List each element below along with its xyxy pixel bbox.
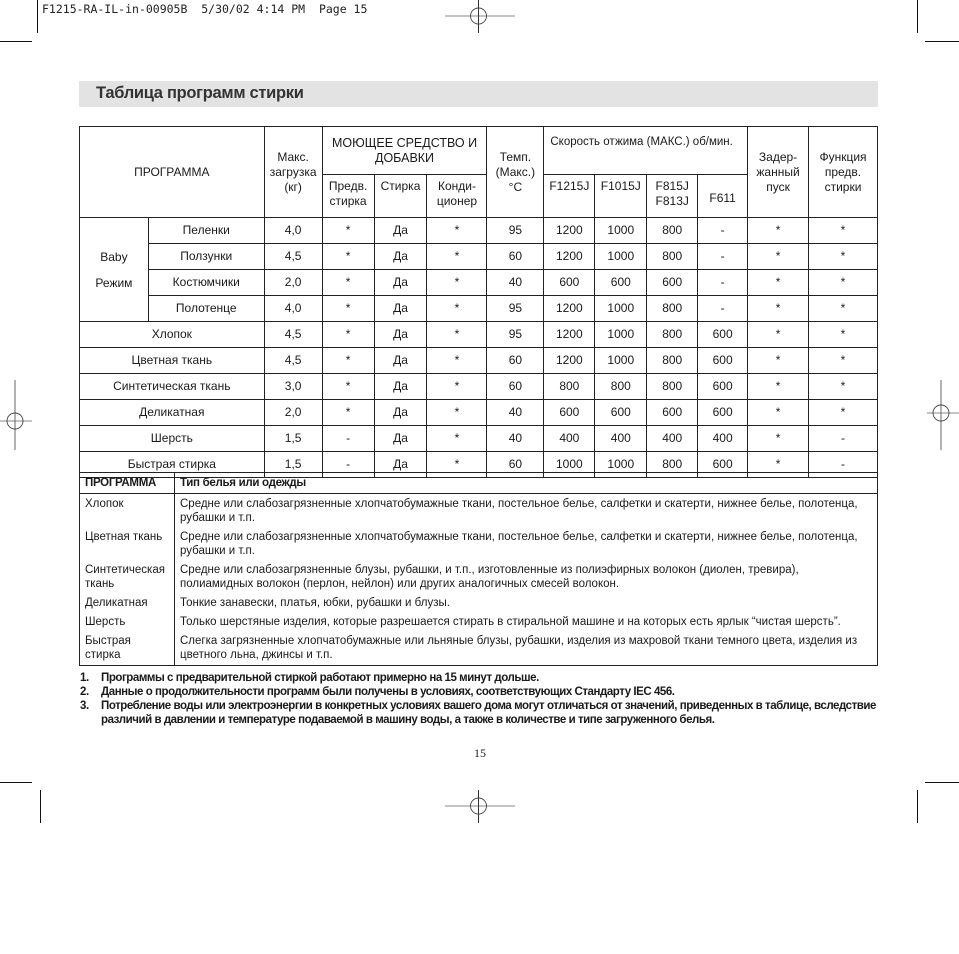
- header-conditioner: [427, 175, 487, 218]
- cell-prewash: -: [322, 452, 374, 478]
- cell-f1015j: 600: [595, 270, 647, 296]
- footnote: [80, 671, 880, 685]
- cell-f611: 600: [698, 374, 748, 400]
- baby-group-line1: Baby: [100, 249, 128, 264]
- cell-wash: Да: [374, 348, 427, 374]
- cell-prefunc: *: [809, 218, 878, 244]
- cell-prewash: *: [322, 374, 374, 400]
- cell-f1215j: 600: [544, 270, 595, 296]
- cell-cond: *: [427, 244, 487, 270]
- description-header-type: Тип белья или одежды: [175, 473, 878, 494]
- cell-f1015j: 1000: [595, 452, 647, 478]
- cell-cond: *: [427, 374, 487, 400]
- cell-prefunc: *: [809, 244, 878, 270]
- cell-f1015j: 1000: [595, 348, 647, 374]
- header-f611: F611: [698, 175, 748, 218]
- footnote-text: Данные о продолжительности программ были получены в условиях, соответствующих Стандарту IEC 456.: [101, 686, 675, 698]
- cell-f1215j: 1200: [544, 348, 595, 374]
- cell-f1015j: 600: [595, 400, 647, 426]
- header-wash: Стирка: [374, 175, 427, 218]
- program-table: [79, 126, 878, 478]
- description-program: Синтетическая ткань: [80, 560, 175, 593]
- header-max-load-text: Макс. загрузка (кг): [269, 149, 317, 194]
- header-prewash-function-text: Функция предв. стирки: [819, 149, 867, 194]
- footnote-text: Потребление воды или электроэнергии в конкретных условиях вашего дома могут отличаться от значений, приведенных в таблице, вследствие различий в давлении и температуре подаваемой в машину воды, а также в количестве и типе загруженного белья.: [101, 700, 876, 726]
- description-table: [79, 472, 878, 666]
- crop-mark-tr-h: [925, 41, 959, 42]
- registration-mark-left: [0, 380, 34, 450]
- cell-cond: *: [427, 348, 487, 374]
- cell-f1015j: 1000: [595, 244, 647, 270]
- cell-prewash: *: [322, 270, 374, 296]
- baby-group-label: [80, 218, 149, 322]
- crop-mark-tr-v: [917, 0, 918, 33]
- cell-delay: *: [748, 296, 809, 322]
- description-row: [80, 631, 878, 666]
- cell-wash: Да: [374, 374, 427, 400]
- footnote-number: 1.: [80, 672, 89, 684]
- cell-load: 4,5: [264, 322, 322, 348]
- cell-name: Шерсть: [80, 426, 265, 452]
- cell-wash: Да: [374, 244, 427, 270]
- cell-name: Хлопок: [80, 322, 265, 348]
- cell-f611: 600: [698, 400, 748, 426]
- table-row: [80, 374, 878, 400]
- cell-cond: *: [427, 218, 487, 244]
- header-spin-text: Скорость отжима (МАКС.) об/мин.: [550, 136, 733, 148]
- cell-load: 4,0: [264, 296, 322, 322]
- cell-wash: Да: [374, 452, 427, 478]
- crop-mark-br-v: [917, 790, 918, 823]
- section-title-bar: [79, 81, 878, 107]
- cell-f815j: 800: [647, 296, 698, 322]
- header-delayed-start: [748, 127, 809, 218]
- cell-f1215j: 1200: [544, 296, 595, 322]
- cell-f815j: 800: [647, 244, 698, 270]
- cell-load: 4,5: [264, 244, 322, 270]
- cell-load: 1,5: [264, 426, 322, 452]
- header-temp-text: Темп. (Макс.) °С: [495, 149, 536, 194]
- header-f1015j: F1015J: [595, 175, 647, 218]
- cell-delay: *: [748, 244, 809, 270]
- cell-name: Пеленки: [148, 218, 264, 244]
- footnote-number: 3.: [80, 700, 89, 712]
- cell-f1215j: 800: [544, 374, 595, 400]
- description-header-program: ПРОГРАММА: [80, 473, 175, 494]
- description-type: Средне или слабозагрязненные блузы, рубашки, и т.п., изготовленные из полиэфирных волокон (диолен, тревира), полиамидных волокон (перлон, нейлон) или других аналогичных смесей волокон.: [180, 564, 799, 590]
- cell-f611: 600: [698, 348, 748, 374]
- header-delayed-start-text: Задер-жанный пуск: [756, 149, 800, 194]
- cell-f1015j: 400: [595, 426, 647, 452]
- cell-f611: -: [698, 296, 748, 322]
- cell-f1215j: 1200: [544, 322, 595, 348]
- registration-mark-top: [445, 0, 515, 34]
- description-program: Цветная ткань: [80, 527, 175, 560]
- cell-f1015j: 1000: [595, 322, 647, 348]
- page-number: 15: [474, 746, 486, 760]
- description-header-row: [80, 473, 878, 494]
- footnote-text: Программы с предварительной стиркой работают примерно на 15 минут дольше.: [101, 672, 539, 684]
- description-row: [80, 612, 878, 631]
- cell-prefunc: -: [809, 426, 878, 452]
- cell-prewash: *: [322, 400, 374, 426]
- cell-wash: Да: [374, 218, 427, 244]
- cell-f1015j: 1000: [595, 296, 647, 322]
- header-max-load: [264, 127, 322, 218]
- header-prewash-function: [809, 127, 878, 218]
- cell-wash: Да: [374, 400, 427, 426]
- cell-prewash: *: [322, 348, 374, 374]
- description-program: Быстрая стирка: [80, 631, 175, 666]
- header-detergent-text: МОЮЩЕЕ СРЕДСТВО И ДОБАВКИ: [331, 135, 478, 165]
- cell-delay: *: [748, 348, 809, 374]
- cell-f1215j: 1200: [544, 244, 595, 270]
- cell-load: 3,0: [264, 374, 322, 400]
- cell-load: 2,0: [264, 400, 322, 426]
- cell-prewash: *: [322, 244, 374, 270]
- cell-name: Деликатная: [80, 400, 265, 426]
- cell-f815j: 800: [647, 322, 698, 348]
- cell-wash: Да: [374, 322, 427, 348]
- cell-wash: Да: [374, 296, 427, 322]
- cell-cond: *: [427, 400, 487, 426]
- header-program: ПРОГРАММА: [80, 127, 265, 218]
- cell-name: Синтетическая ткань: [80, 374, 265, 400]
- cell-f815j: 800: [647, 452, 698, 478]
- cell-f1015j: 1000: [595, 218, 647, 244]
- header-spin-group: [544, 127, 748, 175]
- printer-slug: F1215-RA-IL-in-00905B 5/30/02 4:14 PM Page 15: [42, 2, 368, 16]
- cell-wash: Да: [374, 270, 427, 296]
- crop-mark-br-h: [925, 782, 959, 783]
- table-row: [80, 218, 878, 244]
- header-f815j: [647, 175, 698, 218]
- table-row: [80, 296, 878, 322]
- table-row: [80, 270, 878, 296]
- footnotes: [80, 671, 880, 727]
- description-program: Хлопок: [80, 494, 175, 528]
- table-row: [80, 426, 878, 452]
- cell-name: Полотенце: [148, 296, 264, 322]
- cell-f815j: 600: [647, 400, 698, 426]
- cell-temp: 40: [487, 426, 544, 452]
- description-type: Средне или слабозагрязненные хлопчатобумажные ткани, постельное белье, салфетки и скатерти, нижнее белье, полотенца, рубашки и т.п.: [180, 498, 858, 524]
- cell-name: Костюмчики: [148, 270, 264, 296]
- baby-group-line2: Режим: [95, 275, 133, 290]
- cell-f611: -: [698, 218, 748, 244]
- footnote: [80, 685, 880, 699]
- table-row: [80, 244, 878, 270]
- cell-f1215j: 600: [544, 400, 595, 426]
- header-f1215j: F1215J: [544, 175, 595, 218]
- cell-delay: *: [748, 400, 809, 426]
- cell-f815j: 800: [647, 218, 698, 244]
- cell-f611: 600: [698, 452, 748, 478]
- cell-temp: 95: [487, 296, 544, 322]
- cell-load: 4,5: [264, 348, 322, 374]
- crop-mark-bl-v: [40, 790, 41, 823]
- description-program: Шерсть: [80, 612, 175, 631]
- cell-f1215j: 1000: [544, 452, 595, 478]
- header-detergent-group: [322, 127, 487, 175]
- table-row: [80, 348, 878, 374]
- cell-temp: 40: [487, 270, 544, 296]
- header-temp: [487, 127, 544, 218]
- cell-f611: -: [698, 244, 748, 270]
- cell-f815j: 800: [647, 374, 698, 400]
- cell-delay: *: [748, 218, 809, 244]
- cell-delay: *: [748, 374, 809, 400]
- cell-prefunc: *: [809, 400, 878, 426]
- description-type: Тонкие занавески, платья, юбки, рубашки и блузы.: [180, 597, 450, 609]
- description-row: [80, 527, 878, 560]
- description-type: Средне или слабозагрязненные хлопчатобумажные ткани, постельное белье, салфетки и скатерти, нижнее белье, полотенца, рубашки и т.п.: [180, 531, 858, 557]
- header-f815j-text: F815J F813J: [655, 179, 689, 208]
- cell-cond: *: [427, 322, 487, 348]
- cell-f611: -: [698, 270, 748, 296]
- cell-cond: *: [427, 426, 487, 452]
- cell-prefunc: *: [809, 322, 878, 348]
- cell-f1215j: 1200: [544, 218, 595, 244]
- cell-delay: *: [748, 452, 809, 478]
- cell-temp: 95: [487, 322, 544, 348]
- cell-prefunc: *: [809, 374, 878, 400]
- cell-temp: 60: [487, 244, 544, 270]
- cell-name: Быстрая стирка: [80, 452, 265, 478]
- description-row: [80, 593, 878, 612]
- cell-temp: 60: [487, 452, 544, 478]
- cell-wash: Да: [374, 426, 427, 452]
- description-type: Слегка загрязненные хлопчатобумажные или льняные блузы, рубашки, изделия из махровой ткани темного цвета, изделия из цветного льна, джинсы и т.п.: [180, 635, 858, 661]
- cell-load: 4,0: [264, 218, 322, 244]
- header-conditioner-text: Конди-ционер: [436, 179, 478, 208]
- cell-prefunc: -: [809, 452, 878, 478]
- registration-mark-right: [925, 380, 959, 450]
- cell-name: Цветная ткань: [80, 348, 265, 374]
- cell-prefunc: *: [809, 296, 878, 322]
- cell-f1015j: 800: [595, 374, 647, 400]
- cell-cond: *: [427, 270, 487, 296]
- cell-load: 1,5: [264, 452, 322, 478]
- table-row: [80, 400, 878, 426]
- cell-prewash: *: [322, 322, 374, 348]
- cell-temp: 60: [487, 348, 544, 374]
- cell-prewash: *: [322, 296, 374, 322]
- registration-mark-bottom: [445, 790, 515, 824]
- header-prewash: [322, 175, 374, 218]
- cell-prewash: *: [322, 218, 374, 244]
- crop-mark-tl-h: [0, 41, 32, 42]
- cell-prefunc: *: [809, 348, 878, 374]
- description-row: [80, 494, 878, 528]
- description-type: Только шерстяные изделия, которые разрешается стирать в стиральной машине и на которых есть ярлык “чистая шерсть”.: [180, 616, 841, 628]
- footnote: [80, 699, 880, 727]
- cell-f611: 400: [698, 426, 748, 452]
- cell-prefunc: *: [809, 270, 878, 296]
- crop-mark-bl-h: [0, 782, 32, 783]
- header-prewash-text: Предв. стирка: [328, 179, 368, 208]
- cell-delay: *: [748, 322, 809, 348]
- cell-cond: *: [427, 452, 487, 478]
- cell-delay: *: [748, 270, 809, 296]
- cell-temp: 40: [487, 400, 544, 426]
- cell-load: 2,0: [264, 270, 322, 296]
- cell-f1215j: 400: [544, 426, 595, 452]
- cell-f815j: 400: [647, 426, 698, 452]
- crop-mark-tl-v: [37, 0, 38, 33]
- cell-temp: 60: [487, 374, 544, 400]
- table-row: [80, 322, 878, 348]
- description-program: Деликатная: [80, 593, 175, 612]
- cell-temp: 95: [487, 218, 544, 244]
- description-row: [80, 560, 878, 593]
- cell-f815j: 800: [647, 348, 698, 374]
- cell-cond: *: [427, 296, 487, 322]
- cell-name: Ползунки: [148, 244, 264, 270]
- cell-f815j: 600: [647, 270, 698, 296]
- page-title: Таблица программ стирки: [96, 84, 304, 102]
- cell-delay: *: [748, 426, 809, 452]
- footnote-number: 2.: [80, 686, 89, 698]
- cell-f611: 600: [698, 322, 748, 348]
- cell-prewash: -: [322, 426, 374, 452]
